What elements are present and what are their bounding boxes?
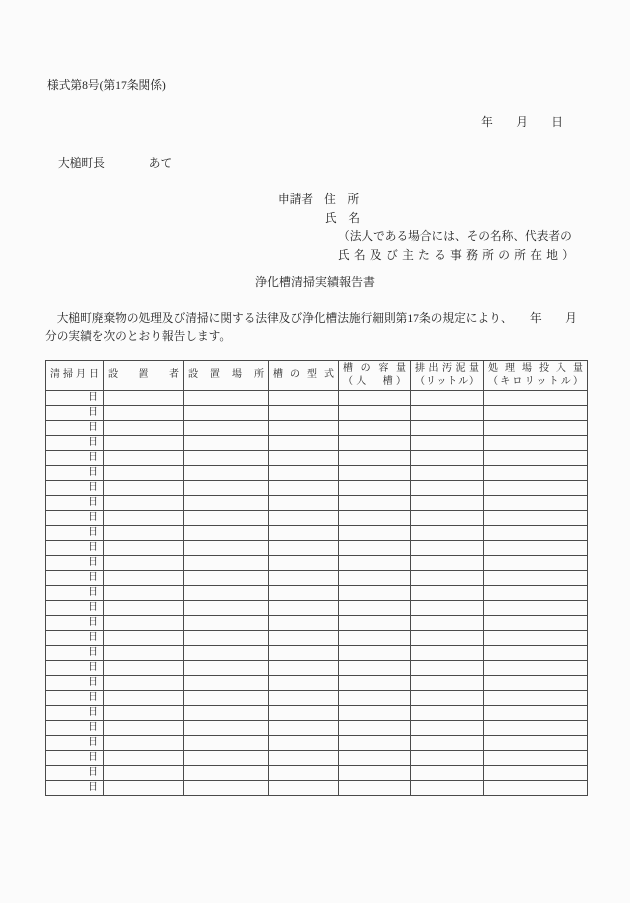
cleaning-day-cell: 日 bbox=[46, 676, 104, 691]
empty-cell bbox=[104, 556, 184, 571]
empty-cell bbox=[104, 781, 184, 796]
empty-cell bbox=[184, 511, 269, 526]
empty-cell bbox=[339, 481, 411, 496]
empty-cell bbox=[104, 631, 184, 646]
empty-cell bbox=[484, 571, 588, 586]
empty-cell bbox=[104, 511, 184, 526]
empty-cell bbox=[104, 676, 184, 691]
empty-cell bbox=[411, 721, 484, 736]
col-header-installation-site: 設置場所 bbox=[184, 361, 269, 391]
cleaning-day-cell: 日 bbox=[46, 436, 104, 451]
table-row bbox=[46, 736, 588, 751]
empty-cell bbox=[184, 436, 269, 451]
body-text-line2: 分の実績を次のとおり報告します。 bbox=[45, 330, 232, 343]
empty-cell bbox=[104, 436, 184, 451]
empty-cell bbox=[339, 646, 411, 661]
cleaning-day-cell: 日 bbox=[46, 646, 104, 661]
empty-cell bbox=[184, 496, 269, 511]
empty-cell bbox=[411, 511, 484, 526]
empty-cell bbox=[184, 751, 269, 766]
empty-cell bbox=[104, 466, 184, 481]
cleaning-day-cell: 日 bbox=[46, 631, 104, 646]
empty-cell bbox=[339, 436, 411, 451]
cleaning-day-cell: 日 bbox=[46, 766, 104, 781]
empty-cell bbox=[484, 526, 588, 541]
table-row bbox=[46, 721, 588, 736]
empty-cell bbox=[269, 736, 339, 751]
empty-cell bbox=[269, 526, 339, 541]
empty-cell bbox=[269, 511, 339, 526]
table-row bbox=[46, 631, 588, 646]
table-row bbox=[46, 616, 588, 631]
empty-cell bbox=[269, 391, 339, 406]
empty-cell bbox=[104, 421, 184, 436]
empty-cell bbox=[184, 421, 269, 436]
table-row bbox=[46, 436, 588, 451]
empty-cell bbox=[339, 586, 411, 601]
empty-cell bbox=[104, 541, 184, 556]
table-row bbox=[46, 751, 588, 766]
empty-cell bbox=[104, 601, 184, 616]
cleaning-day-cell: 日 bbox=[46, 661, 104, 676]
empty-cell bbox=[339, 661, 411, 676]
empty-cell bbox=[269, 751, 339, 766]
empty-cell bbox=[104, 721, 184, 736]
empty-cell bbox=[484, 781, 588, 796]
empty-cell bbox=[411, 421, 484, 436]
empty-cell bbox=[411, 526, 484, 541]
empty-cell bbox=[339, 541, 411, 556]
empty-cell bbox=[484, 391, 588, 406]
empty-cell bbox=[269, 571, 339, 586]
empty-cell bbox=[269, 541, 339, 556]
empty-cell bbox=[269, 421, 339, 436]
empty-cell bbox=[184, 706, 269, 721]
cleaning-day-cell: 日 bbox=[46, 451, 104, 466]
applicant-label-line bbox=[278, 193, 359, 208]
empty-cell bbox=[104, 646, 184, 661]
empty-cell bbox=[484, 586, 588, 601]
table-row bbox=[46, 466, 588, 481]
empty-cell bbox=[484, 541, 588, 556]
table-row bbox=[46, 541, 588, 556]
cleaning-day-cell: 日 bbox=[46, 586, 104, 601]
cleaning-day-cell: 日 bbox=[46, 421, 104, 436]
empty-cell bbox=[484, 676, 588, 691]
date-line: 年 月 日 bbox=[481, 116, 563, 129]
empty-cell bbox=[411, 496, 484, 511]
empty-cell bbox=[411, 676, 484, 691]
table-row bbox=[46, 706, 588, 721]
empty-cell bbox=[104, 496, 184, 511]
empty-cell bbox=[484, 661, 588, 676]
empty-cell bbox=[184, 781, 269, 796]
table-row bbox=[46, 526, 588, 541]
table-row bbox=[46, 766, 588, 781]
addressee-suffix: あて bbox=[148, 157, 173, 170]
table-row bbox=[46, 781, 588, 796]
applicant-address-label: 住 所 bbox=[324, 193, 360, 206]
empty-cell bbox=[104, 526, 184, 541]
empty-cell bbox=[104, 661, 184, 676]
empty-cell bbox=[104, 751, 184, 766]
empty-cell bbox=[269, 481, 339, 496]
empty-cell bbox=[269, 721, 339, 736]
empty-cell bbox=[269, 646, 339, 661]
empty-cell bbox=[104, 586, 184, 601]
empty-cell bbox=[411, 661, 484, 676]
empty-cell bbox=[184, 766, 269, 781]
empty-cell bbox=[269, 556, 339, 571]
empty-cell bbox=[411, 436, 484, 451]
cleaning-day-cell: 日 bbox=[46, 391, 104, 406]
empty-cell bbox=[184, 526, 269, 541]
empty-cell bbox=[269, 466, 339, 481]
empty-cell bbox=[339, 571, 411, 586]
empty-cell bbox=[411, 406, 484, 421]
empty-cell bbox=[484, 496, 588, 511]
empty-cell bbox=[339, 556, 411, 571]
empty-cell bbox=[269, 766, 339, 781]
col-header-sludge-volume: 排出汚泥量 （リットル） bbox=[411, 361, 484, 391]
empty-cell bbox=[269, 661, 339, 676]
empty-cell bbox=[411, 556, 484, 571]
applicant-label: 申請者 bbox=[278, 193, 314, 206]
empty-cell bbox=[339, 601, 411, 616]
table-row bbox=[46, 601, 588, 616]
table-row bbox=[46, 511, 588, 526]
empty-cell bbox=[339, 691, 411, 706]
empty-cell bbox=[411, 751, 484, 766]
body-text-line1: 大槌町廃棄物の処理及び清掃に関する法律及び浄化槽法施行細則第17条の規定により、 年 月 bbox=[45, 312, 577, 325]
empty-cell bbox=[104, 391, 184, 406]
empty-cell bbox=[339, 526, 411, 541]
empty-cell bbox=[184, 721, 269, 736]
col-header-tank-model: 槽の型式 bbox=[269, 361, 339, 391]
table-row bbox=[46, 586, 588, 601]
empty-cell bbox=[339, 736, 411, 751]
empty-cell bbox=[411, 766, 484, 781]
table-body bbox=[46, 391, 588, 796]
empty-cell bbox=[104, 616, 184, 631]
col-header-installer: 設置者 bbox=[104, 361, 184, 391]
empty-cell bbox=[411, 601, 484, 616]
empty-cell bbox=[484, 736, 588, 751]
empty-cell bbox=[184, 451, 269, 466]
empty-cell bbox=[184, 466, 269, 481]
table-row bbox=[46, 556, 588, 571]
empty-cell bbox=[184, 541, 269, 556]
empty-cell bbox=[184, 616, 269, 631]
empty-cell bbox=[339, 616, 411, 631]
empty-cell bbox=[411, 466, 484, 481]
empty-cell bbox=[339, 406, 411, 421]
addressee-line bbox=[58, 157, 172, 172]
empty-cell bbox=[269, 601, 339, 616]
empty-cell bbox=[484, 691, 588, 706]
empty-cell bbox=[184, 586, 269, 601]
cleaning-report-table bbox=[45, 360, 588, 796]
empty-cell bbox=[339, 751, 411, 766]
empty-cell bbox=[484, 766, 588, 781]
empty-cell bbox=[411, 391, 484, 406]
table-row bbox=[46, 676, 588, 691]
empty-cell bbox=[339, 496, 411, 511]
cleaning-day-cell: 日 bbox=[46, 466, 104, 481]
cleaning-day-cell: 日 bbox=[46, 406, 104, 421]
cleaning-day-cell: 日 bbox=[46, 571, 104, 586]
empty-cell bbox=[184, 691, 269, 706]
empty-cell bbox=[484, 706, 588, 721]
empty-cell bbox=[104, 766, 184, 781]
empty-cell bbox=[484, 646, 588, 661]
empty-cell bbox=[269, 586, 339, 601]
empty-cell bbox=[269, 691, 339, 706]
table-header bbox=[46, 361, 588, 391]
empty-cell bbox=[269, 631, 339, 646]
empty-cell bbox=[339, 766, 411, 781]
cleaning-day-cell: 日 bbox=[46, 616, 104, 631]
empty-cell bbox=[184, 631, 269, 646]
empty-cell bbox=[339, 706, 411, 721]
cleaning-day-cell: 日 bbox=[46, 526, 104, 541]
empty-cell bbox=[184, 571, 269, 586]
empty-cell bbox=[484, 616, 588, 631]
empty-cell bbox=[184, 556, 269, 571]
table-row bbox=[46, 661, 588, 676]
empty-cell bbox=[411, 706, 484, 721]
col-header-plant-input-volume: 処理場投入量 （キロリットル） bbox=[484, 361, 588, 391]
table-row bbox=[46, 691, 588, 706]
table-row bbox=[46, 646, 588, 661]
empty-cell bbox=[484, 451, 588, 466]
empty-cell bbox=[484, 481, 588, 496]
empty-cell bbox=[411, 646, 484, 661]
col-header-cleaning-date: 清掃月日 bbox=[46, 361, 104, 391]
table-row bbox=[46, 391, 588, 406]
empty-cell bbox=[104, 481, 184, 496]
empty-cell bbox=[104, 571, 184, 586]
empty-cell bbox=[184, 391, 269, 406]
table-row bbox=[46, 406, 588, 421]
empty-cell bbox=[411, 781, 484, 796]
empty-cell bbox=[411, 571, 484, 586]
header-row bbox=[46, 361, 588, 391]
empty-cell bbox=[484, 601, 588, 616]
form-number: 様式第8号(第17条関係) bbox=[47, 79, 166, 92]
empty-cell bbox=[184, 481, 269, 496]
table-row bbox=[46, 451, 588, 466]
table-row bbox=[46, 421, 588, 436]
cleaning-day-cell: 日 bbox=[46, 496, 104, 511]
empty-cell bbox=[484, 421, 588, 436]
empty-cell bbox=[269, 496, 339, 511]
empty-cell bbox=[411, 736, 484, 751]
cleaning-day-cell: 日 bbox=[46, 481, 104, 496]
empty-cell bbox=[339, 676, 411, 691]
empty-cell bbox=[411, 631, 484, 646]
cleaning-day-cell: 日 bbox=[46, 706, 104, 721]
empty-cell bbox=[184, 736, 269, 751]
cleaning-day-cell: 日 bbox=[46, 601, 104, 616]
empty-cell bbox=[411, 586, 484, 601]
empty-cell bbox=[484, 511, 588, 526]
cleaning-day-cell: 日 bbox=[46, 736, 104, 751]
empty-cell bbox=[269, 616, 339, 631]
cleaning-day-cell: 日 bbox=[46, 751, 104, 766]
empty-cell bbox=[484, 556, 588, 571]
table-row bbox=[46, 496, 588, 511]
empty-cell bbox=[484, 406, 588, 421]
empty-cell bbox=[104, 451, 184, 466]
empty-cell bbox=[484, 751, 588, 766]
empty-cell bbox=[411, 481, 484, 496]
applicant-name-label: 氏 名 bbox=[325, 212, 361, 225]
empty-cell bbox=[411, 541, 484, 556]
empty-cell bbox=[269, 706, 339, 721]
empty-cell bbox=[339, 781, 411, 796]
empty-cell bbox=[184, 406, 269, 421]
col-header-tank-capacity: 槽の容量 （人 槽） bbox=[339, 361, 411, 391]
corporate-note-line1: （法人である場合には、その名称、代表者の bbox=[338, 230, 572, 243]
empty-cell bbox=[269, 406, 339, 421]
empty-cell bbox=[184, 676, 269, 691]
empty-cell bbox=[104, 691, 184, 706]
empty-cell bbox=[339, 721, 411, 736]
empty-cell bbox=[184, 646, 269, 661]
empty-cell bbox=[484, 436, 588, 451]
empty-cell bbox=[269, 781, 339, 796]
empty-cell bbox=[484, 721, 588, 736]
empty-cell bbox=[484, 631, 588, 646]
cleaning-day-cell: 日 bbox=[46, 556, 104, 571]
cleaning-day-cell: 日 bbox=[46, 691, 104, 706]
empty-cell bbox=[339, 451, 411, 466]
empty-cell bbox=[339, 391, 411, 406]
table-row bbox=[46, 571, 588, 586]
empty-cell bbox=[104, 406, 184, 421]
empty-cell bbox=[411, 451, 484, 466]
empty-cell bbox=[339, 631, 411, 646]
empty-cell bbox=[269, 676, 339, 691]
empty-cell bbox=[269, 436, 339, 451]
empty-cell bbox=[411, 691, 484, 706]
document-title: 浄化槽清掃実績報告書 bbox=[254, 275, 375, 289]
empty-cell bbox=[411, 616, 484, 631]
cleaning-day-cell: 日 bbox=[46, 511, 104, 526]
corporate-note-line2: 氏名及び主たる事務所の所在地） bbox=[338, 249, 574, 262]
table-row bbox=[46, 481, 588, 496]
addressee-name: 大槌町長 bbox=[58, 157, 105, 170]
empty-cell bbox=[269, 451, 339, 466]
cleaning-day-cell: 日 bbox=[46, 541, 104, 556]
empty-cell bbox=[104, 736, 184, 751]
cleaning-day-cell: 日 bbox=[46, 721, 104, 736]
empty-cell bbox=[339, 511, 411, 526]
empty-cell bbox=[184, 661, 269, 676]
empty-cell bbox=[484, 466, 588, 481]
empty-cell bbox=[339, 421, 411, 436]
empty-cell bbox=[184, 601, 269, 616]
empty-cell bbox=[339, 466, 411, 481]
cleaning-day-cell: 日 bbox=[46, 781, 104, 796]
empty-cell bbox=[104, 706, 184, 721]
